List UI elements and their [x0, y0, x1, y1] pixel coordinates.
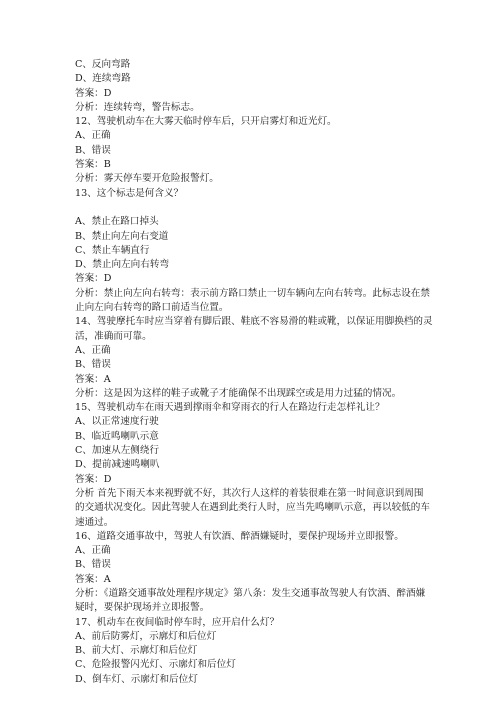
- option-line: A、正确: [75, 344, 111, 356]
- option-line: D、提前减速鸣喇叭: [75, 459, 160, 471]
- option-line: A、禁止在路口掉头: [75, 216, 159, 228]
- option-line: B、错误: [75, 559, 111, 571]
- question-14: 14、驾驶摩托车时应当穿着有脚后跟、鞋底不容易滑的鞋或靴，以保证用脚换档的灵活，准确而可靠。: [75, 316, 433, 342]
- missing-sign-image-space: [75, 201, 433, 215]
- option-line: A、正确: [75, 130, 111, 142]
- option-line: B、临近鸣喇叭示意: [75, 430, 159, 442]
- option-line: B、错误: [75, 359, 111, 371]
- answer-line: 答案：A: [75, 573, 111, 585]
- option-line: C、禁止车辆直行: [75, 244, 150, 256]
- option-line: C、加速从左侧绕行: [75, 445, 160, 457]
- answer-line: 答案：D: [75, 473, 112, 485]
- analysis-line: 分析：雾天停车要开危险报警灯。: [75, 173, 219, 185]
- option-line: C、反向弯路: [75, 59, 131, 70]
- question-13: 13、这个标志是何含义？: [75, 187, 184, 199]
- analysis-line: 分析：这是因为这样的鞋子或靴子才能确保不出现踩空或是用力过猛的情况。: [75, 387, 402, 399]
- option-line: B、错误: [75, 144, 111, 156]
- question-15: 15、驾驶机动车在雨天遇到撑雨伞和穿雨衣的行人在路边行走怎样礼让？: [75, 402, 385, 414]
- answer-line: 答案：D: [75, 273, 112, 285]
- analysis-paragraph: 分析：《道路交通事故处理程序规定》第八条：发生交通事故驾驶人有饮酒、醉酒嫌疑时，要保护现场并立即报警。: [75, 587, 426, 614]
- question-17: 17、机动车在夜间临时停车时，应开启什么灯？: [75, 616, 280, 628]
- document-body: [75, 58, 433, 687]
- analysis-line: 分析：连续转弯，警告标志。: [75, 101, 200, 113]
- option-line: A、以正常速度行驶: [75, 416, 159, 428]
- question-16: 16、道路交通事故中，驾驶人有饮酒、醉酒嫌疑时，要保护现场并立即报警。: [75, 530, 404, 542]
- option-line: A、正确: [75, 545, 111, 557]
- option-line: D、倒车灯、示廓灯和后位灯: [75, 673, 198, 685]
- answer-line: 答案：D: [75, 87, 112, 99]
- answer-line: 答案：A: [75, 373, 111, 385]
- question-12: 12、驾驶机动车在大雾天临时停车后，只开启雾灯和近光灯。: [75, 116, 337, 128]
- option-line: B、前大灯、示廓灯和后位灯: [75, 645, 198, 657]
- option-line: A、前后防雾灯，示廓灯和后位灯: [75, 630, 217, 642]
- answer-line: 答案：B: [75, 159, 111, 171]
- analysis-paragraph: 分析 首先下雨天本来视野就不好，其次行人这样的着装很难在第一时间意识到周围的交通状况变化。因此驾驶人在遇到此类行人时，应当先鸣喇叭示意，再以较低的车速通过。: [75, 487, 430, 528]
- option-line: C、危险报警闪光灯、示廓灯和后位灯: [75, 659, 236, 671]
- option-line: B、禁止向左向右变道: [75, 230, 169, 242]
- option-line: D、连续弯路: [75, 73, 131, 85]
- option-line: D、禁止向左向右转弯: [75, 259, 170, 271]
- analysis-paragraph: 分析：禁止向左向右转弯：表示前方路口禁止一切车辆向左向右转弯。此标志设在禁止向左向右转弯的路口前适当位置。: [75, 287, 430, 314]
